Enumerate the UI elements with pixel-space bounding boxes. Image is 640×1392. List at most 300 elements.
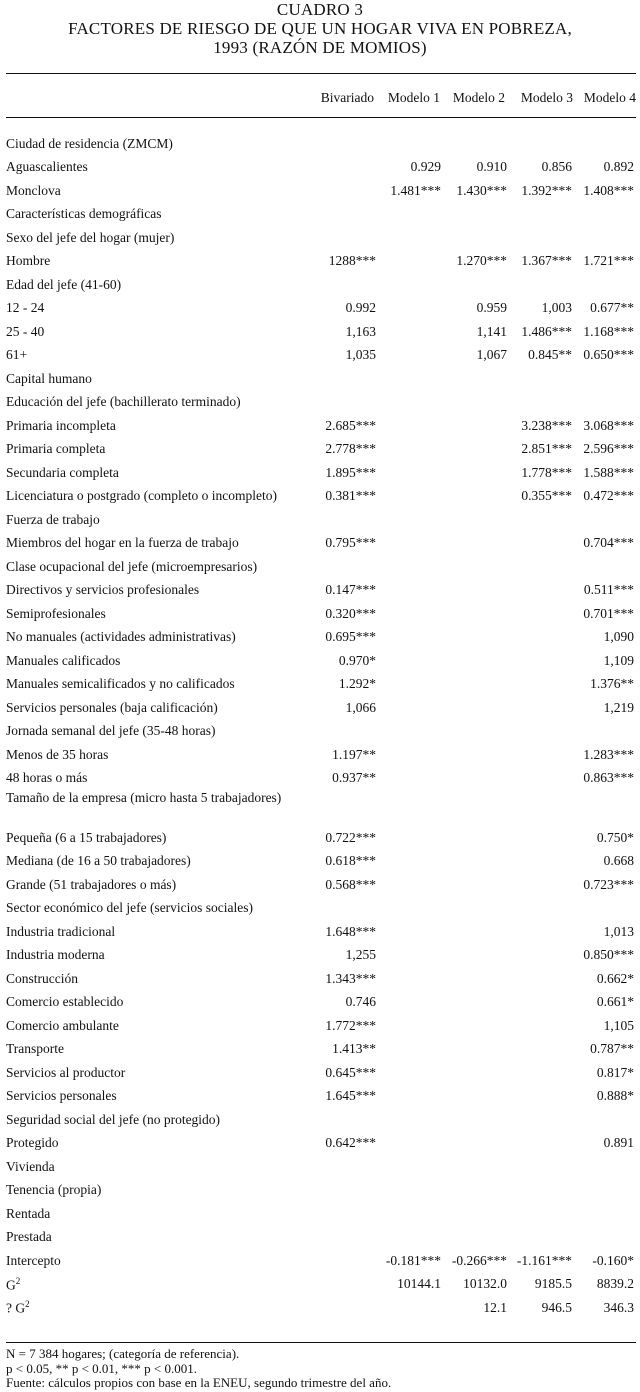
- row-label-text: Semiprofesionales: [6, 605, 106, 621]
- row-value-modelo-2: [441, 696, 507, 720]
- row-label: [6, 1014, 308, 1038]
- row-value-bivariado: 0.618***: [325, 853, 376, 869]
- row-value-modelo-1: [376, 485, 441, 509]
- row-value-bivariado: [308, 1249, 376, 1273]
- row-label-text: 12 - 24: [6, 300, 45, 316]
- row-label: [6, 273, 308, 297]
- row-value-modelo-2: [441, 414, 507, 438]
- row-value-modelo-2: 1,141: [476, 323, 507, 339]
- row-label: [6, 297, 308, 321]
- row-label-text: Directivos y servicios profesionales: [6, 582, 200, 598]
- row-value-modelo-1: [376, 508, 441, 532]
- row-value-modelo-2: [441, 1038, 507, 1062]
- row-value-modelo-1: [376, 897, 441, 921]
- row-label: [6, 1249, 308, 1273]
- row-value-modelo-4: 0.850***: [583, 947, 634, 963]
- row-value-bivariado: [308, 179, 376, 203]
- row-value-modelo-2: [441, 673, 507, 697]
- row-value-modelo-2: [441, 1061, 507, 1085]
- table-row: [6, 1085, 634, 1109]
- row-value-modelo-3: [507, 826, 572, 850]
- row-value-modelo-2: 0.910: [476, 159, 507, 175]
- row-label-text: Tenencia (propia): [6, 1182, 102, 1198]
- data-table: [6, 132, 634, 1320]
- table-row: [6, 273, 634, 297]
- row-value-modelo-2: 1,067: [476, 347, 507, 363]
- row-value-bivariado: 1.895***: [325, 464, 376, 480]
- row-value-modelo-3: 946.5: [541, 1299, 572, 1315]
- row-value-bivariado: [308, 391, 376, 415]
- row-value-modelo-4: 1.376**: [590, 676, 634, 692]
- row-value-modelo-3: [507, 944, 572, 968]
- row-value-modelo-3: [507, 767, 572, 791]
- row-value-modelo-3: [507, 1108, 572, 1132]
- row-value-modelo-4: 0.701***: [583, 605, 634, 621]
- row-label-text: Vivienda: [6, 1158, 55, 1174]
- table-row: [6, 203, 634, 227]
- row-value-modelo-1: [376, 850, 441, 874]
- row-value-modelo-2: [441, 226, 507, 250]
- row-label: [6, 579, 308, 603]
- table-row: [6, 508, 634, 532]
- row-label-text: Transporte: [6, 1041, 65, 1057]
- row-label-text: Características demográficas: [6, 206, 162, 222]
- table-row: [6, 320, 634, 344]
- table-row: [6, 1132, 634, 1156]
- bottom-rule: [6, 1342, 636, 1343]
- row-label-text: Hombre: [6, 253, 51, 269]
- row-label-text: Prestada: [6, 1229, 52, 1245]
- row-value-modelo-4: [572, 1226, 634, 1250]
- row-value-modelo-4: [572, 391, 634, 415]
- row-label-text: Grande (51 trabajadores o más): [6, 876, 177, 892]
- row-label-text: Primaria completa: [6, 441, 106, 457]
- row-value-modelo-3: [507, 1226, 572, 1250]
- table-row: [6, 344, 634, 368]
- row-label: [6, 1202, 308, 1226]
- table-row: [6, 1108, 634, 1132]
- row-label: [6, 1179, 308, 1203]
- column-header-modelo-3: Modelo 3: [520, 90, 573, 105]
- row-value-modelo-3: [507, 1202, 572, 1226]
- table-row: [6, 944, 634, 968]
- table-row: [6, 438, 634, 462]
- row-value-modelo-4: [572, 897, 634, 921]
- table-row: [6, 967, 634, 991]
- row-value-bivariado: 2.778***: [325, 441, 376, 457]
- row-label-text: Manuales calificados: [6, 652, 121, 668]
- row-value-modelo-3: [507, 873, 572, 897]
- row-value-modelo-3: [507, 508, 572, 532]
- row-value-modelo-2: [441, 1085, 507, 1109]
- row-value-bivariado: 1.197**: [332, 746, 376, 762]
- row-label-text: Capital humano: [6, 370, 92, 386]
- table-row: [6, 991, 634, 1015]
- row-value-modelo-3: [507, 649, 572, 673]
- row-label-text: Intercepto: [6, 1252, 61, 1268]
- row-value-modelo-4: [572, 203, 634, 227]
- row-value-modelo-4: 0.888*: [596, 1088, 634, 1104]
- row-value-modelo-1: [376, 626, 441, 650]
- row-value-bivariado: 1,255: [345, 947, 376, 963]
- row-label: [6, 602, 308, 626]
- row-value-modelo-4: 1.408***: [583, 182, 634, 198]
- row-label: [6, 1108, 308, 1132]
- row-value-modelo-4: 346.3: [603, 1299, 634, 1315]
- row-value-modelo-1: [376, 320, 441, 344]
- row-value-bivariado: [308, 1226, 376, 1250]
- row-label: [6, 555, 308, 579]
- row-value-modelo-2: [441, 767, 507, 791]
- row-label-text: Servicios personales (baja calificación): [6, 699, 218, 715]
- row-value-modelo-2: [441, 1108, 507, 1132]
- row-label-text: No manuales (actividades administrativas): [6, 629, 236, 645]
- table-row: [6, 414, 634, 438]
- row-value-modelo-4: 0.817*: [596, 1064, 634, 1080]
- row-value-bivariado: 0.970*: [338, 652, 376, 668]
- row-label: [6, 944, 308, 968]
- row-value-modelo-3: [507, 1038, 572, 1062]
- row-value-bivariado: 0.746: [345, 994, 376, 1010]
- row-label: [6, 720, 308, 744]
- row-value-modelo-3: 9185.5: [534, 1276, 572, 1292]
- row-value-bivariado: [308, 1108, 376, 1132]
- row-value-modelo-3: [507, 532, 572, 556]
- row-label-text: Clase ocupacional del jefe (microempresarios): [6, 558, 258, 574]
- row-value-modelo-1: [376, 743, 441, 767]
- row-label: [6, 250, 308, 274]
- row-value-modelo-4: 0.704***: [583, 535, 634, 551]
- row-label-superscript: 2: [25, 1299, 30, 1309]
- row-value-modelo-2: [441, 790, 507, 826]
- row-value-modelo-1: [376, 532, 441, 556]
- table-title: [0, 0, 640, 57]
- row-label-text: 61+: [6, 347, 28, 363]
- row-label-text: Comercio ambulante: [6, 1017, 119, 1033]
- row-value-modelo-3: [507, 273, 572, 297]
- row-value-modelo-4: [572, 508, 634, 532]
- row-value-modelo-3: [507, 1085, 572, 1109]
- row-value-modelo-2: [441, 1014, 507, 1038]
- row-value-bivariado: [308, 897, 376, 921]
- row-value-modelo-1: [376, 438, 441, 462]
- row-label: [6, 485, 308, 509]
- row-value-bivariado: [308, 203, 376, 227]
- row-label-text: Industria tradicional: [6, 923, 116, 939]
- table-row: [6, 1061, 634, 1085]
- row-label: [6, 649, 308, 673]
- row-value-modelo-2: [441, 1132, 507, 1156]
- row-value-modelo-1: 10144.1: [397, 1276, 441, 1292]
- top-rule: [6, 73, 636, 74]
- row-value-modelo-3: 1.367***: [521, 253, 572, 269]
- row-value-modelo-4: 0.511***: [583, 582, 634, 598]
- row-value-modelo-2: [441, 602, 507, 626]
- row-label-text: Rentada: [6, 1205, 51, 1221]
- row-value-modelo-2: [441, 485, 507, 509]
- row-value-modelo-3: [507, 920, 572, 944]
- table-row: [6, 873, 634, 897]
- row-label: [6, 967, 308, 991]
- row-label: [6, 344, 308, 368]
- row-value-modelo-3: [507, 1014, 572, 1038]
- row-label-text: Educación del jefe (bachillerato terminado): [6, 394, 241, 410]
- row-value-modelo-1: [376, 1132, 441, 1156]
- table-row: [6, 920, 634, 944]
- row-value-modelo-4: [572, 367, 634, 391]
- row-value-modelo-4: -0.160*: [592, 1252, 634, 1268]
- row-label: [6, 1226, 308, 1250]
- row-value-modelo-4: 3.068***: [583, 417, 634, 433]
- row-value-bivariado: 1288***: [328, 253, 376, 269]
- row-value-bivariado: 0.992: [345, 300, 376, 316]
- row-value-modelo-2: 0.959: [476, 300, 507, 316]
- table-row: [6, 485, 634, 509]
- row-value-bivariado: 1.413**: [332, 1041, 376, 1057]
- row-value-bivariado: 0.722***: [325, 829, 376, 845]
- row-value-modelo-4: 0.472***: [583, 488, 634, 504]
- row-value-bivariado: 1.648***: [325, 923, 376, 939]
- row-value-bivariado: [308, 720, 376, 744]
- row-value-modelo-1: [376, 602, 441, 626]
- row-value-modelo-2: [441, 273, 507, 297]
- row-value-bivariado: 1.343***: [325, 970, 376, 986]
- row-label-text: Jornada semanal del jefe (35-48 horas): [6, 723, 216, 739]
- row-label: [6, 767, 308, 791]
- row-value-bivariado: 0.642***: [325, 1135, 376, 1151]
- table-row: [6, 897, 634, 921]
- row-value-modelo-1: [376, 555, 441, 579]
- row-value-modelo-4: 1.168***: [583, 323, 634, 339]
- row-value-modelo-1: [376, 1179, 441, 1203]
- row-value-modelo-2: [441, 132, 507, 156]
- row-value-modelo-1: [376, 649, 441, 673]
- row-value-modelo-4: [572, 273, 634, 297]
- table-row: [6, 1296, 634, 1320]
- row-value-modelo-4: 0.650***: [583, 347, 634, 363]
- row-value-bivariado: 1,163: [345, 323, 376, 339]
- row-label: [6, 1132, 308, 1156]
- row-value-modelo-1: [376, 226, 441, 250]
- row-value-modelo-2: 1.430***: [456, 182, 507, 198]
- row-label: [6, 626, 308, 650]
- row-value-modelo-1: [376, 1061, 441, 1085]
- row-label: [6, 156, 308, 180]
- row-value-modelo-2: [441, 1155, 507, 1179]
- row-value-modelo-2: [441, 391, 507, 415]
- column-header-modelo-2: Modelo 2: [452, 90, 505, 105]
- row-value-modelo-4: 1,090: [603, 629, 634, 645]
- row-value-modelo-4: 0.662*: [596, 970, 634, 986]
- table-row: [6, 1179, 634, 1203]
- row-value-modelo-3: [507, 1155, 572, 1179]
- column-header-bivariado: Bivariado: [320, 90, 374, 105]
- row-label: [6, 673, 308, 697]
- row-value-modelo-4: [572, 555, 634, 579]
- table-row: [6, 1014, 634, 1038]
- title-line-2: FACTORES DE RIESGO DE QUE UN HOGAR VIVA EN POBREZA,: [68, 19, 572, 38]
- row-value-modelo-1: [376, 414, 441, 438]
- row-label-text: Aguascalientes: [6, 159, 88, 175]
- row-value-modelo-2: 12.1: [483, 1299, 507, 1315]
- row-value-modelo-3: [507, 391, 572, 415]
- row-value-modelo-4: 0.892: [603, 159, 634, 175]
- table-row: [6, 767, 634, 791]
- row-label: [6, 920, 308, 944]
- row-label-text: Monclova: [6, 182, 61, 198]
- row-label: [6, 696, 308, 720]
- row-value-modelo-3: [507, 367, 572, 391]
- row-value-modelo-3: [507, 132, 572, 156]
- row-value-modelo-1: [376, 132, 441, 156]
- row-value-modelo-4: 1,105: [603, 1017, 634, 1033]
- table-row: [6, 1202, 634, 1226]
- row-value-modelo-3: [507, 579, 572, 603]
- row-label-text: Comercio establecido: [6, 994, 124, 1010]
- table-row: [6, 743, 634, 767]
- table-row: [6, 720, 634, 744]
- row-value-modelo-2: [441, 1226, 507, 1250]
- row-value-modelo-4: 0.863***: [583, 770, 634, 786]
- column-header-row: [0, 90, 640, 108]
- row-value-modelo-2: [441, 826, 507, 850]
- row-label: [6, 226, 308, 250]
- row-label-text: Manuales semicalificados y no calificados: [6, 676, 235, 692]
- row-value-bivariado: 0.147***: [325, 582, 376, 598]
- row-value-modelo-4: 0.661*: [596, 994, 634, 1010]
- row-label: [6, 850, 308, 874]
- row-value-bivariado: [308, 555, 376, 579]
- table-row: [6, 1226, 634, 1250]
- row-value-modelo-4: 1,109: [603, 652, 634, 668]
- row-value-modelo-3: [507, 967, 572, 991]
- row-value-modelo-1: [376, 203, 441, 227]
- row-value-modelo-3: 0.845**: [528, 347, 572, 363]
- row-value-modelo-1: 0.929: [410, 159, 441, 175]
- table-row: [6, 850, 634, 874]
- row-value-bivariado: 1.772***: [325, 1017, 376, 1033]
- row-value-bivariado: 0.937**: [332, 770, 376, 786]
- row-value-modelo-4: 0.891: [603, 1135, 634, 1151]
- row-value-bivariado: 0.695***: [325, 629, 376, 645]
- row-label-text: G: [6, 1277, 16, 1292]
- row-label: [6, 320, 308, 344]
- row-value-bivariado: 1,035: [345, 347, 376, 363]
- row-value-bivariado: [308, 508, 376, 532]
- row-label: [6, 179, 308, 203]
- row-value-modelo-1: [376, 767, 441, 791]
- row-label-text: Sector económico del jefe (servicios sociales): [6, 900, 254, 916]
- table-row: [6, 555, 634, 579]
- row-value-modelo-1: [376, 344, 441, 368]
- row-value-modelo-3: [507, 226, 572, 250]
- row-value-modelo-1: [376, 826, 441, 850]
- row-value-modelo-2: [441, 1202, 507, 1226]
- row-value-modelo-3: [507, 555, 572, 579]
- row-label-text: Construcción: [6, 970, 78, 986]
- row-label-superscript: 2: [15, 1275, 21, 1286]
- table-row: [6, 226, 634, 250]
- footnotes: [6, 1347, 391, 1391]
- footnote-significance: p < 0.05, ** p < 0.01, *** p < 0.001.: [6, 1360, 197, 1376]
- row-label: [6, 873, 308, 897]
- row-label: [6, 203, 308, 227]
- row-label-text: Pequeña (6 a 15 trabajadores): [6, 829, 167, 845]
- row-label-text: Fuerza de trabajo: [6, 511, 100, 527]
- row-label: [6, 991, 308, 1015]
- row-label-text: Miembros del hogar en la fuerza de trabajo: [6, 535, 239, 551]
- row-value-modelo-4: 1.721***: [583, 253, 634, 269]
- row-label-text: 48 horas o más: [6, 770, 88, 786]
- row-value-modelo-2: [441, 944, 507, 968]
- row-label: [6, 461, 308, 485]
- row-value-modelo-3: [507, 203, 572, 227]
- table-row: [6, 156, 634, 180]
- row-value-modelo-4: 0.668: [603, 853, 634, 869]
- table-row: [6, 250, 634, 274]
- row-value-modelo-3: [507, 790, 572, 826]
- row-value-modelo-2: [441, 850, 507, 874]
- row-value-modelo-3: [507, 1179, 572, 1203]
- row-value-modelo-3: [507, 1061, 572, 1085]
- table-row: [6, 673, 634, 697]
- row-label: [6, 414, 308, 438]
- row-label-text: Menos de 35 horas: [6, 746, 109, 762]
- row-value-modelo-4: 1,013: [603, 923, 634, 939]
- table-row: [6, 1038, 634, 1062]
- row-label: [6, 1061, 308, 1085]
- table-row: [6, 532, 634, 556]
- footnote-sample: N = 7 384 hogares; (categoría de referencia).: [6, 1346, 240, 1361]
- row-value-modelo-3: [507, 897, 572, 921]
- row-value-modelo-1: [376, 873, 441, 897]
- table-row: [6, 179, 634, 203]
- table-row: [6, 696, 634, 720]
- title-line-1: CUADRO 3: [276, 0, 364, 19]
- row-value-modelo-3: 1.392***: [521, 182, 572, 198]
- row-value-modelo-4: [572, 1108, 634, 1132]
- row-value-modelo-1: -0.181***: [385, 1252, 441, 1268]
- row-value-modelo-2: [441, 508, 507, 532]
- row-label: [6, 1085, 308, 1109]
- table-row: [6, 367, 634, 391]
- row-value-bivariado: [308, 1179, 376, 1203]
- row-value-modelo-4: [572, 226, 634, 250]
- row-value-bivariado: [308, 790, 376, 826]
- row-value-modelo-1: [376, 673, 441, 697]
- row-label-text: Ciudad de residencia (ZMCM): [6, 135, 173, 151]
- row-value-bivariado: [308, 273, 376, 297]
- row-value-modelo-3: [507, 696, 572, 720]
- table-row: [6, 626, 634, 650]
- row-value-modelo-1: [376, 1108, 441, 1132]
- row-value-modelo-1: [376, 1085, 441, 1109]
- row-value-modelo-1: [376, 1155, 441, 1179]
- row-value-modelo-4: 1.588***: [583, 464, 634, 480]
- row-label-text: Edad del jefe (41-60): [6, 276, 122, 292]
- row-value-modelo-2: [441, 438, 507, 462]
- row-value-modelo-3: 1.778***: [521, 464, 572, 480]
- row-value-modelo-1: [376, 920, 441, 944]
- row-label-text: Sexo del jefe del hogar (mujer): [6, 229, 175, 245]
- title-line-3: 1993 (RAZÓN DE MOMIOS): [213, 38, 427, 57]
- row-value-bivariado: 0.568***: [325, 876, 376, 892]
- row-value-modelo-4: 0.723***: [583, 876, 634, 892]
- row-value-modelo-1: [376, 579, 441, 603]
- row-value-modelo-1: [376, 944, 441, 968]
- row-value-bivariado: [308, 367, 376, 391]
- row-value-bivariado: 1.292*: [338, 676, 376, 692]
